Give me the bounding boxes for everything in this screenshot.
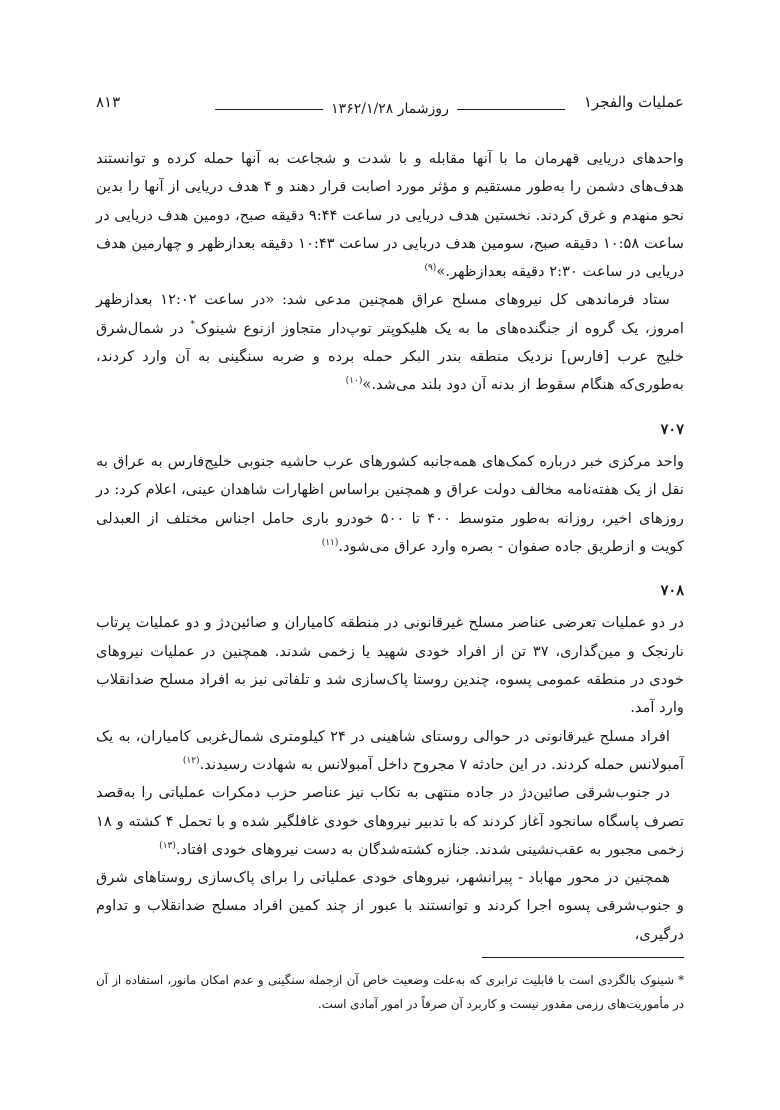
footnote-star: * xyxy=(190,319,195,330)
page-number: ۸۱۳ xyxy=(96,93,121,111)
body-text xyxy=(96,145,684,949)
footnote-ref: (۱۰) xyxy=(345,376,363,387)
footnote-ref: (۱۲) xyxy=(182,756,200,767)
section-number-707: ۷۰۷ xyxy=(660,420,684,438)
journal-date-header xyxy=(215,101,565,117)
paragraph: در جنوب‌شرقی صائین‌دژ در جاده منتهی به تکاب نیز عناصر حزب دمکرات عملیاتی را به‌قصد تصرف پاسگاه سانجود آغاز کردند که با تدبیر نیروهای خودی غافلگیر شده و با تحمل ۴ کشته و ۱۸ زخمی مجبور به عقب‌نشینی شدند. جنازه کشته‌شدگان به دست نیروهای خودی افتاد.$^{(۱۳)}$ xyxy=(96,784,684,858)
paragraph: واحدهای دریایی قهرمان ما با آنها مقابله و با شدت و شجاعت به آنها حمله کرده و توانستند هدف‌های دشمن را به‌طور مستقیم و مؤثر مورد اصابت قرار دهند و ۴ هدف دریایی از آنها را بدین نحو منهدم و غرق کردند. نخستین هدف دریایی در ساعت ۹:۴۴ دقیقه صبح، دومین هدف دریایی در ساعت ۱۰:۵۸ دقیقه صبح، سومین هدف دریایی در ساعت ۱۰:۴۳ دقیقه بعدازظهر و چهارمین هدف دریایی در ساعت ۲:۳۰ دقیقه بعدازظهر.»$^{(۹)}$ xyxy=(96,150,684,281)
section-number-708: ۷۰۸ xyxy=(660,582,684,600)
paragraph: افراد مسلح غیرقانونی در حوالی روستای شاهینی در ۲۴ کیلومتری شمال‌غربی کامیاران، به یک آمبولانس حمله کردند. در این حادثه ۷ مجروح داخل آمبولانس به شهادت رسیدند.$^{(۱۲)}$ xyxy=(96,727,684,773)
header-rule-right xyxy=(457,109,565,110)
book-title: عملیات والفجر۱ xyxy=(583,93,684,111)
footnote: * شینوک بالگردی است با قابلیت ترابری که به‌علت وضعیت خاص آن ازجمله سنگینی و عدم امکان مانور، استفاده از آن در مأموریت‌های رزمی مقدور نیست و کاربرد آن صرفاً در امور آمادی است. xyxy=(96,973,684,1011)
footnote-separator xyxy=(482,957,684,958)
paragraph: همچنین در محور مهاباد - پیرانشهر، نیروهای خودی عملیاتی را برای پاک‌سازی روستاهای شرق و جنوب‌شرقی پسوه اجرا کردند و توانستند با عبور از چند کمین افراد مسلح ضدانقلاب و تداوم درگیری، xyxy=(96,869,684,943)
footnote-ref: (۱۱) xyxy=(321,537,339,548)
running-header xyxy=(96,93,684,123)
header-rule-left xyxy=(215,109,323,110)
paragraph: در دو عملیات تعرضی عناصر مسلح غیرقانونی در منطقه کامیاران و صائین‌دژ و دو عملیات پرتاب نارنجک و مین‌گذاری، ۳۷ تن از افراد خودی شهید یا زخمی شدند. همچنین در عملیات نیروهای خودی در منطقه عمومی پسوه، چندین روستا پاک‌سازی شد و تلفاتی نیز به افراد مسلح ضدانقلاب وارد آمد. xyxy=(96,614,684,717)
footnote-ref: (۹) xyxy=(424,263,437,274)
footnote-ref: (۱۳) xyxy=(159,840,176,851)
journal-date: روزشمار ۱۳۶۲/۱/۲۸ xyxy=(331,101,449,117)
paragraph: واحد مرکزی خبر درباره کمک‌های همه‌جانبه کشورهای عرب حاشیه جنوبی خلیج‌فارس به عراق به نقل از یک هفته‌نامه مخالف دولت عراق و همچنین براساس اظهارات شاهدان عینی، اعلام کرد: در روزهای اخیر، روزانه به‌طور متوسط ۴۰۰ تا ۵۰۰ خودرو باری حامل اجناس مختلف از العبدلی کویت و ازطریق جاده صفوان - بصره وارد عراق می‌شود.$^{(۱۱)}$ xyxy=(96,452,684,555)
paragraph: ستاد فرماندهی کل نیروهای مسلح عراق همچنین مدعی شد: «در ساعت ۱۲:۰۲ بعدازظهر امروز، یک گروه از جنگنده‌های ما به یک هلیکوپتر توپ‌دار متجاوز ازنوع شینوک* در شمال‌شرق خلیج عرب [فارس] نزدیک منطقه بندر البکر حمله برده و ضربه سنگینی به آن وارد کردند، به‌طوری‌که هنگام سقوط از بدنه آن دود بلند می‌شد.»$^{(۱۰)}$ xyxy=(96,291,684,394)
